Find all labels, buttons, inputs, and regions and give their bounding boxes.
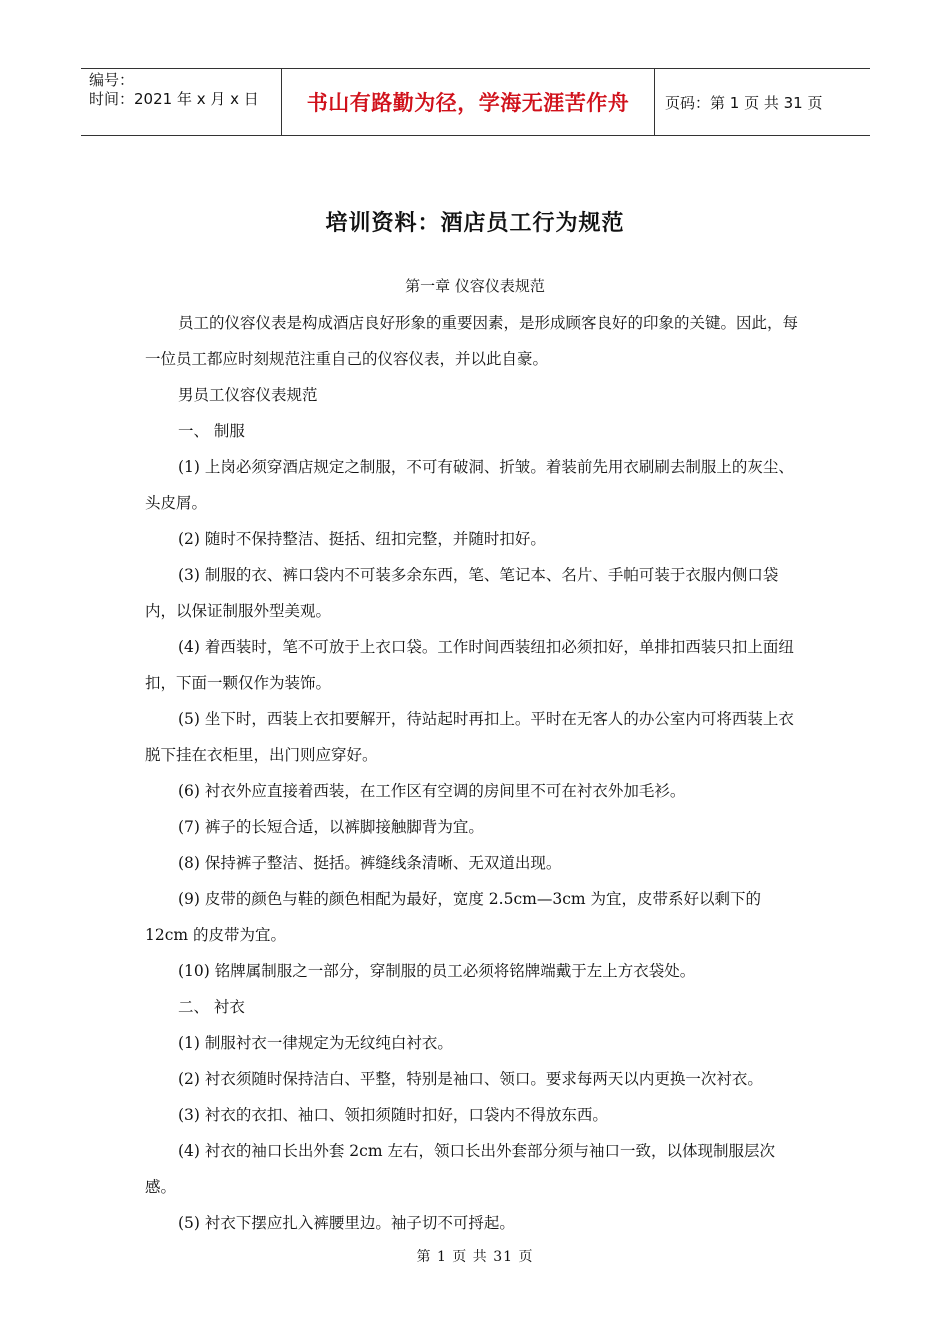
list-item: (5) 坐下时，西装上衣扣要解开，待站起时再扣上。平时在无客人的办公室内可将西装上衣脱下挂在衣柜里，出门则应穿好。 <box>145 710 794 764</box>
header-page-cell <box>655 69 870 135</box>
document-number-label: 编号： <box>89 71 135 89</box>
subsection-heading: 二、 衬衣 <box>178 998 245 1016</box>
list-item: (4) 衬衣的袖口长出外套 2cm 左右，领口长出外套部分须与袖口一致，以体现制服层次感。 <box>145 1142 775 1196</box>
list-item: (3) 衬衣的衣扣、袖口、领扣须随时扣好，口袋内不得放东西。 <box>178 1106 608 1124</box>
header-table <box>81 68 870 136</box>
list-item: (1) 上岗必须穿酒店规定之制服，不可有破洞、折皱。着装前先用衣刷刷去制服上的灰尘、头皮屑。 <box>145 458 794 512</box>
list-item: (4) 着西装时，笔不可放于上衣口袋。工作时间西装纽扣必须扣好，单排扣西装只扣上面纽扣，下面一颗仅作为装饰。 <box>145 638 794 692</box>
header-meta <box>81 69 281 135</box>
document-date: 时间：2021 年 x 月 x 日 <box>89 90 259 108</box>
header-page-info: 页码：第 1 页 共 31 页 <box>665 93 823 112</box>
list-item: (6) 衬衣外应直接着西装，在工作区有空调的房间里不可在衬衣外加毛衫。 <box>178 782 686 800</box>
list-item: (9) 皮带的颜色与鞋的颜色相配为最好，宽度 2.5cm—3cm 为宜，皮带系好以剩下的 12cm 的皮带为宜。 <box>145 890 762 944</box>
list-item: (2) 衬衣须随时保持洁白、平整，特别是袖口、领口。要求每两天以内更换一次衬衣。 <box>178 1070 763 1088</box>
chapter-heading: 第一章 仪容仪表规范 <box>405 277 545 295</box>
subsection-heading: 一、 制服 <box>178 422 245 440</box>
header-motto-cell <box>281 69 655 135</box>
header-motto: 书山有路勤为径，学海无涯苦作舟 <box>306 91 630 115</box>
document-body <box>145 305 805 1241</box>
section-heading: 男员工仪容仪表规范 <box>178 386 318 404</box>
page-footer: 第 1 页 共 31 页 <box>416 1249 534 1265</box>
list-item: (1) 制服衬衣一律规定为无纹纯白衬衣。 <box>178 1034 453 1052</box>
paragraph-intro: 员工的仪容仪表是构成酒店良好形象的重要因素，是形成顾客良好的印象的关键。因此，每一位员工都应时刻规范注重自己的仪容仪表，并以此自豪。 <box>145 314 799 368</box>
document-title: 培训资料：酒店员工行为规范 <box>325 211 625 236</box>
list-item: (10) 铭牌属制服之一部分，穿制服的员工必须将铭牌端戴于左上方衣袋处。 <box>178 962 696 980</box>
list-item: (7) 裤子的长短合适，以裤脚接触脚背为宜。 <box>178 818 484 836</box>
list-item: (5) 衬衣下摆应扎入裤腰里边。袖子切不可捋起。 <box>178 1214 515 1232</box>
list-item: (8) 保持裤子整洁、挺括。裤缝线条清晰、无双道出现。 <box>178 854 562 872</box>
list-item: (2) 随时不保持整洁、挺括、纽扣完整，并随时扣好。 <box>178 530 546 548</box>
list-item: (3) 制服的衣、裤口袋内不可装多余东西，笔、笔记本、名片、手帕可装于衣服内侧口袋内，以保证制服外型美观。 <box>145 566 779 620</box>
